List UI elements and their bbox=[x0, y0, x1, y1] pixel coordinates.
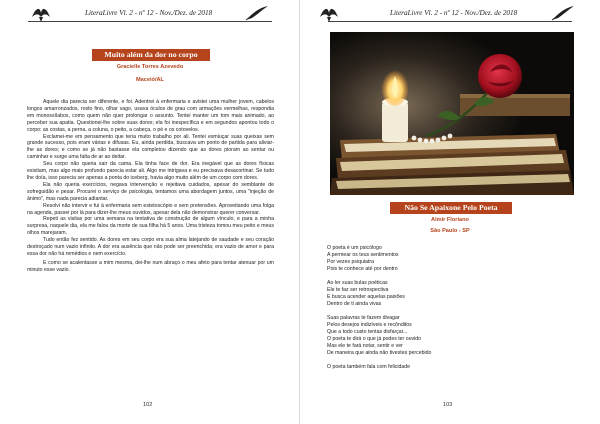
article-body bbox=[27, 99, 274, 274]
stanza bbox=[327, 245, 567, 273]
poem-title: Não Se Apaixone Pelo Poeta bbox=[390, 202, 512, 214]
author-name: Gracielle Torres Azevedo bbox=[116, 64, 184, 70]
verse-line: O poeta também fala com felicidade bbox=[327, 364, 411, 370]
paragraph: Tudo então fez sentido. As dores em seu corpo era sua alma latejando de saudade e seu coração destroçado num vazio infinito. A dor era ausência que não pode ser preenchida; era vazio de amor e para essa dor não há remédios e nem exercício. bbox=[27, 237, 274, 257]
header-text: LiteraLivre Vl. 2 - nº 12 - Nov./Dez. de 2018 bbox=[390, 9, 518, 17]
paragraph: Aquele dia parecia ser diferente, e foi. Adentrei à enfermaria e avistei uma mulher jovem, cabelos longos amarronzados, rosto fino, olhar vago, usava óculos de grau com armações vermelhas, respondia em monossílabos, como quem não quer prolongar o assunto. Tentei manter um tom mais animado, ao perceber sua apatia. Questionei-lhe sobre suas dores; ela foi inespecífica e em segundos apontou todo o corpo: as costas, a perna, a coluna, o peito, a cabeça, o pé e os cotovelos. bbox=[27, 99, 274, 133]
paragraph: E como se acalentasse a mim mesma, dei-lhe num abraço o meu afeto para tentar atenuar por um minuto esse vazio. bbox=[27, 259, 274, 273]
verse-line: E busca acender aquelas paixões bbox=[327, 294, 405, 300]
poem-body bbox=[327, 245, 567, 378]
verse-line: Ele te faz ser retrospectiva bbox=[327, 287, 389, 293]
header-text: LiteraLivre Vl. 2 - nº 12 - Nov./Dez. de 2018 bbox=[85, 9, 213, 17]
author-name: Almir Floriano bbox=[431, 217, 469, 223]
verse-line: Por vezes psiquiatra bbox=[327, 259, 374, 265]
verse-line: Que a todo custo tentas disfarçar... bbox=[327, 329, 408, 335]
verse-line: Pois te conhece até por dentro bbox=[327, 266, 398, 272]
paragraph: Ela não queria exercícios, negava intervenção e rejeitava cuidados, apesar do semblante de sofreguidão e pesar. Procurei o serviço de psicologia, tentamos uma abordagem juntos, uma "injeção de ânimo", mas nada parecia adiantar. bbox=[27, 181, 274, 202]
paragraph: Resolvi não intervir e fui à enfermaria sem estetoscópio e sem pretensões. Aproveitando uma folga na agenda, passei por lá para dizer-lhe meus ouvidos, apesar dela não demonstrar querer conversar. bbox=[27, 202, 274, 216]
paragraph: Repeti as visitas por uma semana na tentativa de construção de algum vínculo, e para a minha surpresa, naquele dia, ela me falou da morte de sua filha há 5 anos. Uma tristeza tomou meu peito e meus olhos marejaram. bbox=[27, 216, 274, 237]
verse-line: Dentro de ti ainda vivas bbox=[327, 301, 382, 307]
verse-line: De maneira que ainda não tivestes percebido bbox=[327, 350, 432, 356]
header-divider bbox=[328, 21, 572, 22]
quill-icon bbox=[244, 4, 270, 22]
verse-line: O poeta é um psicólogo bbox=[327, 245, 382, 251]
book-candle-rose-photo bbox=[330, 32, 574, 195]
paragraph: Seu corpo não queria sair da cama. Ela tinha face de dor. Era inegável que as dores físicas existiam, mas algo mais profundo parecia estar ali. Algo me intrigava e eu precisava desacortinar. Se tudo lhe doía, isso parecia ser apenas a ponta do iceberg, havia algo muito além de um corpo com dores. bbox=[27, 161, 274, 181]
page-number: 103 bbox=[443, 402, 453, 408]
right-page bbox=[300, 0, 600, 424]
stanza bbox=[327, 280, 567, 308]
paragraph: Exclamei-me em pensamento que teria muito trabalho por ali. Tentei esmiuçar suas queixas sem grande sucesso, pois eram várias e difusas. Eu, ainda perdida, buscava um ponto de partida para aliviar-lhe as dores; e como se já não bastasse ela completou dizendo que as dores pioram ao sentar ou caminhar e surge uma falta de ar ao deitar. bbox=[27, 133, 274, 161]
page-number: 102 bbox=[143, 402, 153, 408]
phoenix-bird-icon bbox=[30, 3, 52, 23]
header-divider bbox=[28, 21, 272, 22]
verse-line: Pelos desejos indizíveis e recônditos bbox=[327, 322, 412, 328]
stanza bbox=[327, 315, 567, 357]
quill-icon bbox=[550, 4, 576, 22]
stanza bbox=[327, 364, 567, 371]
verse-line: A permear os teus sentimentos bbox=[327, 252, 399, 258]
verse-line: Suas palavras te fazem divagar bbox=[327, 315, 400, 321]
verse-line: Ao ler suas bulas poéticas bbox=[327, 280, 388, 286]
article-title: Muito além da dor no corpo bbox=[92, 49, 210, 61]
verse-line: Mas ele te fará notar, sentir e ver bbox=[327, 343, 403, 349]
author-location: São Paulo - SP bbox=[430, 228, 470, 234]
phoenix-bird-icon bbox=[318, 3, 340, 23]
verse-line: O poeta te dirá o que já podes ter ouvido bbox=[327, 336, 422, 342]
author-location: Maceió/AL bbox=[136, 77, 164, 83]
